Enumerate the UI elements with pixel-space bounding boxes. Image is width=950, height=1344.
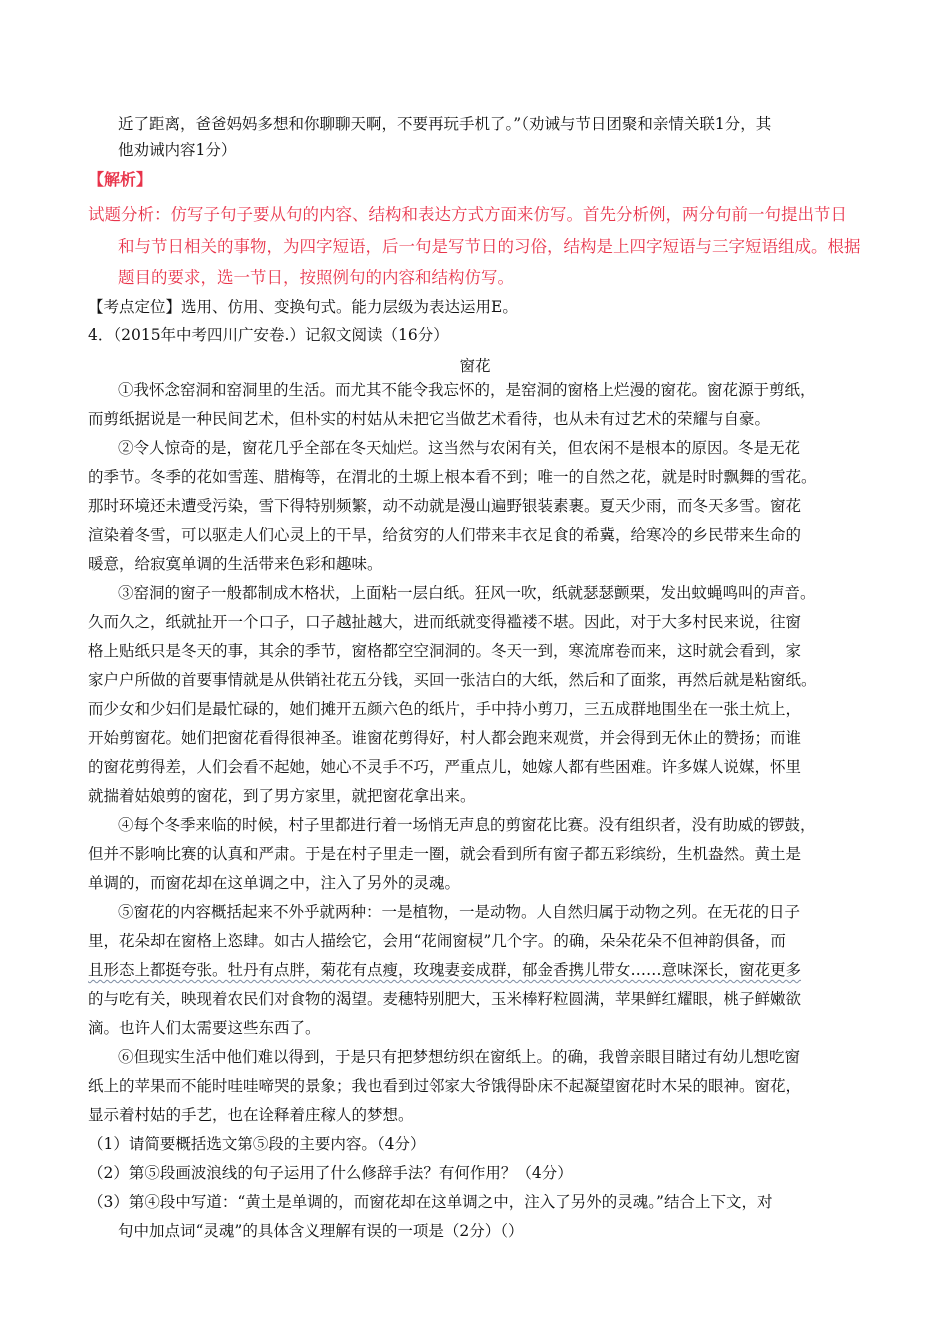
analysis-tag: 【解析】 xyxy=(88,170,153,189)
para-2-line-4: 渲染着冬雪，可以驱走人们心灵上的干旱，给贫穷的人们带来丰衣足食的希冀，给寒冷的乡民带来生命的 xyxy=(88,526,802,544)
para-3-line-7: 的窗花剪得差，人们会看不起她，她心不灵手不巧，严重点儿，她嫁人都有些困难。许多媒人说媒，怀里 xyxy=(88,758,802,776)
para-3-line-4: 家户户所做的首要事情就是从供销社花五分钱，买回一张洁白的大纸，然后和了面浆，再然后就是粘窗纸。 xyxy=(88,671,817,689)
para-3-line-2: 久而久之，纸就扯开一个口子，口子越扯越大，进而纸就变得褴褛不堪。因此，对于大多村民来说，往窗 xyxy=(88,613,802,631)
para-2-line-2: 的季节。冬季的花如雪莲、腊梅等，在渭北的土塬上根本看不到；唯一的自然之花，就是时时飘舞的雪花。 xyxy=(88,468,817,486)
para-3-line-3: 格上贴纸只是冬天的事，其余的季节，窗格都空空洞洞的。冬天一到，寒流席卷而来，这时就会看到，家 xyxy=(88,642,802,660)
para-5-line-3-wavy: 且形态上都挺夸张。牡丹有点胖，菊花有点瘦，玫瑰妻妾成群，郁金香携儿带女……意味深长，窗花更多 xyxy=(88,961,802,979)
para-2-line-5: 暖意，给寂寞单调的生活带来色彩和趣味。 xyxy=(88,555,383,573)
para-5-line-4: 的与吃有关，映现着农民们对食物的渴望。麦穗特别肥大，玉米棒籽粒圆满，苹果鲜红耀眼，桃子鲜嫩欲 xyxy=(88,990,802,1008)
para-6-line-2: 纸上的苹果而不能时哇哇啼哭的景象；我也看到过邻家大爷饿得卧床不起凝望窗花时木呆的眼神。窗花， xyxy=(88,1077,802,1095)
prev-answer-line-2: 他劝诫内容1分） xyxy=(118,141,237,159)
para-5-line-5: 滴。也许人们太需要这些东西了。 xyxy=(88,1019,321,1037)
question-3-line-2: 句中加点词“灵魂”的具体含义理解有误的一项是（2分）（） xyxy=(118,1222,524,1240)
question-3-line-1: （3）第④段中写道：“黄土是单调的，而窗花却在这单调之中，注入了另外的灵魂。”结合上下文，对 xyxy=(88,1193,773,1211)
para-6-line-1: ⑥但现实生活中他们难以得到，于是只有把梦想纺织在窗纸上。的确，我曾亲眼目睹过有幼儿想吃窗 xyxy=(118,1048,801,1066)
para-2-line-1: ②令人惊奇的是，窗花几乎全部在冬天灿烂。这当然与农闲有关，但农闲不是根本的原因。冬是无花 xyxy=(118,439,801,457)
para-4-line-3: 单调的，而窗花却在这单调之中，注入了另外的灵魂。 xyxy=(88,874,461,892)
analysis-line-1: 试题分析：仿写子句子要从句的内容、结构和表达方式方面来仿写。首先分析例，两分句前一句提出节日 xyxy=(88,205,847,224)
para-5-line-1: ⑤窗花的内容概括起来不外乎就两种：一是植物，一是动物。人自然归属于动物之列。在无花的日子 xyxy=(118,903,801,921)
para-3-line-1: ③窑洞的窗子一般都制成木格状，上面粘一层白纸。狂风一吹，纸就瑟瑟颤栗，发出蚊蝇鸣叫的声音。 xyxy=(118,584,816,602)
para-1-line-2: 而剪纸据说是一种民间艺术，但朴实的村姑从未把它当做艺术看待，也从未有过艺术的荣耀与自豪。 xyxy=(88,410,771,428)
analysis-line-3: 题目的要求，选一节日，按照例句的内容和结构仿写。 xyxy=(118,268,514,287)
question-header: 4．（2015年中考四川广安卷.）记叙文阅读（16分） xyxy=(88,326,449,344)
para-5-line-2: 里，花朵却在窗格上恣肆。如古人描绘它，会用“花闹窗棂”几个字。的确，朵朵花朵不但神韵俱备，而 xyxy=(88,932,786,950)
para-4-line-2: 但并不影响比赛的认真和严肃。于是在村子里走一圈，就会看到所有窗子都五彩缤纷，生机盎然。黄土是 xyxy=(88,845,802,863)
para-2-line-3: 那时环境还未遭受污染，雪下得特别频繁，动不动就是漫山遍野银装素裹。夏天少雨，而冬天多雪。窗花 xyxy=(88,497,802,515)
para-3-line-6: 开始剪窗花。她们把窗花看得很神圣。谁窗花剪得好，村人都会跑来观赏，并会得到无休止的赞扬；而谁 xyxy=(88,729,802,747)
kaodian: 【考点定位】选用、仿用、变换句式。能力层级为表达运用E。 xyxy=(88,298,518,316)
article-title: 窗花 xyxy=(459,357,491,375)
para-4-line-1: ④每个冬季来临的时候，村子里都进行着一场悄无声息的剪窗花比赛。没有组织者，没有助威的锣鼓， xyxy=(118,816,816,834)
para-6-line-3: 显示着村姑的手艺，也在诠释着庄稼人的梦想。 xyxy=(88,1106,414,1124)
question-2: （2）第⑤段画波浪线的句子运用了什么修辞手法？有何作用？（4分） xyxy=(88,1164,573,1182)
para-3-line-8: 就揣着姑娘剪的窗花，到了男方家里，就把窗花拿出来。 xyxy=(88,787,476,805)
question-1: （1）请简要概括选文第⑤段的主要内容。（4分） xyxy=(88,1135,426,1153)
analysis-line-2: 和与节日相关的事物，为四字短语，后一句是写节日的习俗，结构是上四字短语与三字短语组成。根据 xyxy=(118,237,861,256)
prev-answer-line-1: 近了距离，爸爸妈妈多想和你聊聊天啊，不要再玩手机了。”（劝诫与节日团聚和亲情关联1分，其 xyxy=(118,115,772,133)
para-3-line-5: 而少女和少妇们是最忙碌的，她们摊开五颜六色的纸片，手中持小剪刀，三五成群地围坐在一张土炕上， xyxy=(88,700,802,718)
para-1-line-1: ①我怀念窑洞和窑洞里的生活。而尤其不能令我忘怀的，是窑洞的窗格上烂漫的窗花。窗花源于剪纸， xyxy=(118,381,816,399)
